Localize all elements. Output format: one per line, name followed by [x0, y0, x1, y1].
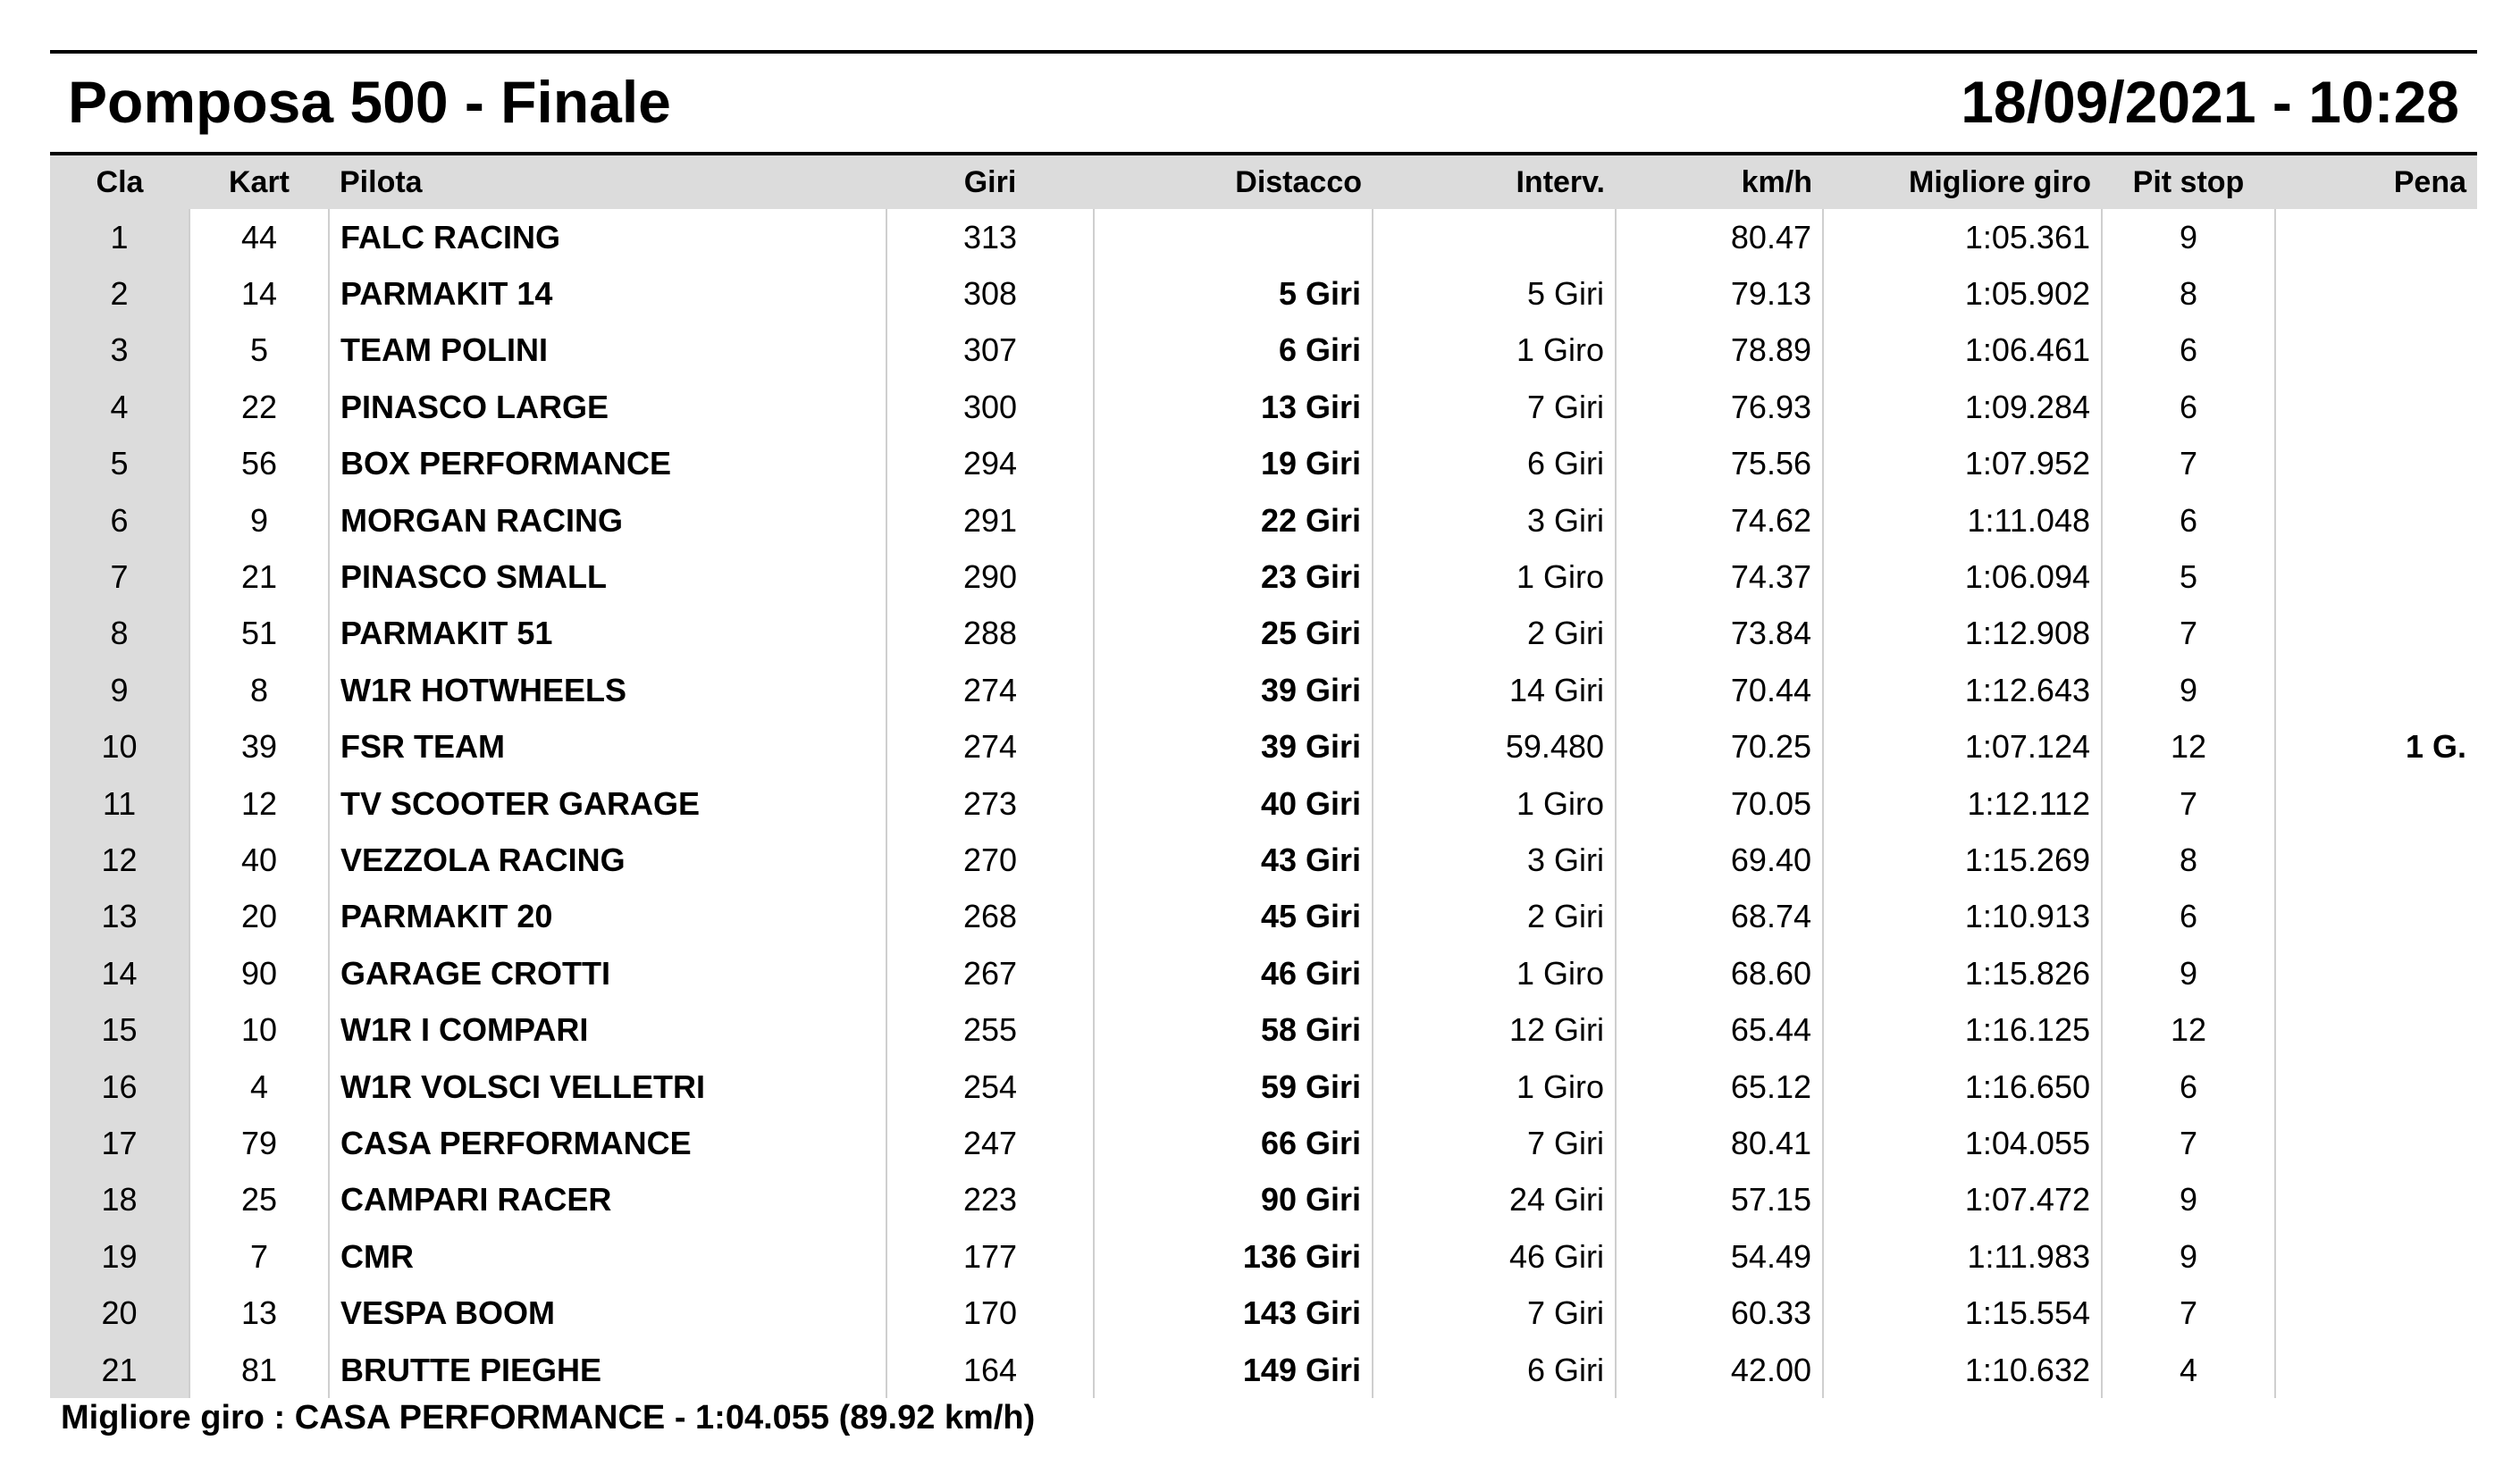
cell-cla: 9 — [50, 662, 189, 718]
col-header-interv: Interv. — [1373, 155, 1616, 209]
cell-kart: 25 — [189, 1172, 329, 1228]
cell-pit-stop: 6 — [2102, 1059, 2275, 1115]
cell-distacco: 5 Giri — [1094, 265, 1373, 322]
cell-pena — [2275, 436, 2477, 492]
cell-cla: 16 — [50, 1059, 189, 1115]
cell-interv: 7 Giri — [1373, 379, 1616, 435]
cell-interv: 24 Giri — [1373, 1172, 1616, 1228]
cell-distacco: 46 Giri — [1094, 945, 1373, 1001]
cell-interv: 5 Giri — [1373, 265, 1616, 322]
cell-pit-stop: 6 — [2102, 379, 2275, 435]
cell-migliore-giro: 1:10.913 — [1823, 889, 2102, 945]
cell-cla: 20 — [50, 1285, 189, 1341]
cell-kart: 8 — [189, 662, 329, 718]
cell-migliore-giro: 1:09.284 — [1823, 379, 2102, 435]
table-row — [50, 1115, 2477, 1171]
cell-distacco — [1094, 209, 1373, 265]
cell-interv — [1373, 209, 1616, 265]
cell-distacco: 22 Giri — [1094, 492, 1373, 549]
cell-pena — [2275, 1001, 2477, 1058]
cell-kmh: 68.60 — [1616, 945, 1823, 1001]
cell-kmh: 70.44 — [1616, 662, 1823, 718]
cell-interv: 7 Giri — [1373, 1285, 1616, 1341]
cell-distacco: 39 Giri — [1094, 719, 1373, 775]
cell-kmh: 80.47 — [1616, 209, 1823, 265]
cell-cla: 4 — [50, 379, 189, 435]
cell-interv: 3 Giri — [1373, 832, 1616, 888]
col-header-kmh: km/h — [1616, 155, 1823, 209]
table-row — [50, 209, 2477, 265]
cell-kart: 12 — [189, 775, 329, 832]
cell-distacco: 149 Giri — [1094, 1342, 1373, 1398]
cell-pit-stop: 9 — [2102, 1172, 2275, 1228]
cell-kmh: 65.12 — [1616, 1059, 1823, 1115]
cell-interv: 59.480 — [1373, 719, 1616, 775]
col-header-pilota: Pilota — [329, 155, 886, 209]
cell-kart: 90 — [189, 945, 329, 1001]
cell-kart: 14 — [189, 265, 329, 322]
cell-migliore-giro: 1:11.983 — [1823, 1228, 2102, 1285]
cell-pena — [2275, 1228, 2477, 1285]
cell-cla: 10 — [50, 719, 189, 775]
cell-interv: 1 Giro — [1373, 322, 1616, 379]
cell-pit-stop: 9 — [2102, 945, 2275, 1001]
cell-pena — [2275, 775, 2477, 832]
table-row — [50, 889, 2477, 945]
cell-kart: 21 — [189, 549, 329, 605]
cell-kmh: 70.25 — [1616, 719, 1823, 775]
cell-pena — [2275, 549, 2477, 605]
cell-pit-stop: 8 — [2102, 832, 2275, 888]
table-row — [50, 606, 2477, 662]
cell-migliore-giro: 1:04.055 — [1823, 1115, 2102, 1171]
cell-kart: 5 — [189, 322, 329, 379]
cell-interv: 2 Giri — [1373, 889, 1616, 945]
cell-cla: 8 — [50, 606, 189, 662]
cell-pit-stop: 7 — [2102, 1115, 2275, 1171]
cell-pena — [2275, 662, 2477, 718]
table-row — [50, 322, 2477, 379]
cell-kmh: 79.13 — [1616, 265, 1823, 322]
cell-giri: 294 — [886, 436, 1094, 492]
cell-kmh: 68.74 — [1616, 889, 1823, 945]
cell-kmh: 73.84 — [1616, 606, 1823, 662]
col-header-migliore-giro: Migliore giro — [1823, 155, 2102, 209]
cell-cla: 15 — [50, 1001, 189, 1058]
cell-pena — [2275, 889, 2477, 945]
cell-pilota: BOX PERFORMANCE — [329, 436, 886, 492]
cell-giri: 223 — [886, 1172, 1094, 1228]
cell-pena: 1 G. — [2405, 728, 2466, 766]
cell-migliore-giro: 1:16.125 — [1823, 1001, 2102, 1058]
cell-pilota: PINASCO SMALL — [329, 549, 886, 605]
cell-cla: 5 — [50, 436, 189, 492]
cell-pilota: BRUTTE PIEGHE — [329, 1342, 886, 1398]
table-row — [50, 265, 2477, 322]
cell-migliore-giro: 1:15.826 — [1823, 945, 2102, 1001]
cell-giri: 274 — [886, 719, 1094, 775]
cell-giri: 164 — [886, 1342, 1094, 1398]
cell-giri: 267 — [886, 945, 1094, 1001]
cell-kart: 10 — [189, 1001, 329, 1058]
cell-cla: 2 — [50, 265, 189, 322]
cell-kart: 13 — [189, 1285, 329, 1341]
cell-pilota: PARMAKIT 14 — [329, 265, 886, 322]
col-header-distacco: Distacco — [1094, 155, 1373, 209]
cell-distacco: 59 Giri — [1094, 1059, 1373, 1115]
cell-interv: 7 Giri — [1373, 1115, 1616, 1171]
cell-giri: 254 — [886, 1059, 1094, 1115]
cell-pit-stop: 5 — [2102, 549, 2275, 605]
cell-kart: 44 — [189, 209, 329, 265]
col-header-cla: Cla — [50, 155, 189, 209]
cell-giri: 308 — [886, 265, 1094, 322]
cell-distacco: 6 Giri — [1094, 322, 1373, 379]
table-row — [50, 1001, 2477, 1058]
table-row — [50, 1172, 2477, 1228]
cell-cla: 1 — [50, 209, 189, 265]
table-row — [50, 379, 2477, 435]
cell-pit-stop: 6 — [2102, 322, 2275, 379]
cell-pena — [2275, 265, 2477, 322]
cell-distacco: 66 Giri — [1094, 1115, 1373, 1171]
table-row — [50, 662, 2477, 718]
cell-interv: 1 Giro — [1373, 549, 1616, 605]
table-row — [50, 832, 2477, 888]
cell-distacco: 39 Giri — [1094, 662, 1373, 718]
cell-kmh: 78.89 — [1616, 322, 1823, 379]
cell-pit-stop: 7 — [2102, 436, 2275, 492]
cell-migliore-giro: 1:05.361 — [1823, 209, 2102, 265]
cell-pena — [2275, 379, 2477, 435]
cell-migliore-giro: 1:16.650 — [1823, 1059, 2102, 1115]
cell-distacco: 13 Giri — [1094, 379, 1373, 435]
table-row — [50, 436, 2477, 492]
cell-kmh: 75.56 — [1616, 436, 1823, 492]
cell-migliore-giro: 1:10.632 — [1823, 1342, 2102, 1398]
cell-migliore-giro: 1:15.554 — [1823, 1285, 2102, 1341]
cell-migliore-giro: 1:12.908 — [1823, 606, 2102, 662]
cell-kart: 40 — [189, 832, 329, 888]
cell-pit-stop: 7 — [2102, 775, 2275, 832]
cell-pit-stop: 6 — [2102, 492, 2275, 549]
cell-kart: 9 — [189, 492, 329, 549]
cell-kart: 7 — [189, 1228, 329, 1285]
best-lap-value: CASA PERFORMANCE - 1:04.055 (89.92 km/h) — [294, 1399, 1036, 1436]
cell-interv: 46 Giri — [1373, 1228, 1616, 1285]
cell-kmh: 65.44 — [1616, 1001, 1823, 1058]
cell-migliore-giro: 1:12.112 — [1823, 775, 2102, 832]
cell-pilota: VESPA BOOM — [329, 1285, 886, 1341]
table-row — [50, 1228, 2477, 1285]
results-sheet — [50, 50, 2477, 1436]
race-datetime: 18/09/2021 - 10:28 — [1961, 69, 2459, 135]
cell-interv: 3 Giri — [1373, 492, 1616, 549]
cell-pilota: TEAM POLINI — [329, 322, 886, 379]
cell-kart: 20 — [189, 889, 329, 945]
results-body — [50, 209, 2477, 1398]
cell-distacco: 136 Giri — [1094, 1228, 1373, 1285]
cell-giri: 288 — [886, 606, 1094, 662]
table-row — [50, 492, 2477, 549]
cell-giri: 291 — [886, 492, 1094, 549]
cell-kart: 81 — [189, 1342, 329, 1398]
cell-cla: 17 — [50, 1115, 189, 1171]
cell-pena — [2275, 492, 2477, 549]
table-row — [50, 1285, 2477, 1341]
cell-distacco: 43 Giri — [1094, 832, 1373, 888]
cell-pena — [2275, 832, 2477, 888]
cell-kmh: 69.40 — [1616, 832, 1823, 888]
cell-pena — [2275, 1285, 2477, 1341]
cell-distacco: 40 Giri — [1094, 775, 1373, 832]
cell-giri: 273 — [886, 775, 1094, 832]
cell-pilota: MORGAN RACING — [329, 492, 886, 549]
col-header-kart: Kart — [189, 155, 329, 209]
cell-giri: 313 — [886, 209, 1094, 265]
best-lap-label: Migliore giro : — [61, 1399, 295, 1436]
cell-pit-stop: 8 — [2102, 265, 2275, 322]
cell-interv: 1 Giro — [1373, 945, 1616, 1001]
cell-distacco: 45 Giri — [1094, 889, 1373, 945]
cell-cla: 18 — [50, 1172, 189, 1228]
cell-kmh: 54.49 — [1616, 1228, 1823, 1285]
cell-pena — [2275, 322, 2477, 379]
cell-distacco: 58 Giri — [1094, 1001, 1373, 1058]
col-header-pit-stop: Pit stop — [2102, 155, 2275, 209]
cell-migliore-giro: 1:06.461 — [1823, 322, 2102, 379]
cell-distacco: 25 Giri — [1094, 606, 1373, 662]
cell-kmh: 76.93 — [1616, 379, 1823, 435]
cell-kmh: 60.33 — [1616, 1285, 1823, 1341]
cell-cla: 11 — [50, 775, 189, 832]
cell-migliore-giro: 1:07.952 — [1823, 436, 2102, 492]
cell-pilota: CMR — [329, 1228, 886, 1285]
cell-pilota: PARMAKIT 51 — [329, 606, 886, 662]
cell-pena — [2275, 1342, 2477, 1398]
cell-kmh: 70.05 — [1616, 775, 1823, 832]
cell-giri: 307 — [886, 322, 1094, 379]
cell-interv: 1 Giro — [1373, 775, 1616, 832]
table-row — [50, 945, 2477, 1001]
cell-distacco: 19 Giri — [1094, 436, 1373, 492]
cell-pilota: FALC RACING — [329, 209, 886, 265]
cell-giri: 177 — [886, 1228, 1094, 1285]
cell-giri: 300 — [886, 379, 1094, 435]
cell-distacco: 23 Giri — [1094, 549, 1373, 605]
col-header-pena: Pena — [2275, 155, 2477, 209]
results-table — [50, 155, 2477, 1398]
cell-pilota: W1R I COMPARI — [329, 1001, 886, 1058]
table-row — [50, 719, 2477, 775]
cell-migliore-giro: 1:07.472 — [1823, 1172, 2102, 1228]
page-title: Pomposa 500 - Finale — [68, 69, 671, 135]
cell-pit-stop: 4 — [2102, 1342, 2275, 1398]
cell-kmh: 74.62 — [1616, 492, 1823, 549]
table-row — [50, 775, 2477, 832]
cell-pit-stop: 9 — [2102, 209, 2275, 265]
col-header-giri: Giri — [886, 155, 1094, 209]
cell-pilota: FSR TEAM — [329, 719, 886, 775]
cell-kart: 4 — [189, 1059, 329, 1115]
cell-pilota: PARMAKIT 20 — [329, 889, 886, 945]
cell-pilota: VEZZOLA RACING — [329, 832, 886, 888]
cell-kmh: 74.37 — [1616, 549, 1823, 605]
cell-pena — [2275, 606, 2477, 662]
cell-cla: 6 — [50, 492, 189, 549]
cell-cla: 14 — [50, 945, 189, 1001]
cell-kmh: 80.41 — [1616, 1115, 1823, 1171]
cell-migliore-giro: 1:07.124 — [1823, 719, 2102, 775]
cell-cla: 3 — [50, 322, 189, 379]
cell-pilota: CAMPARI RACER — [329, 1172, 886, 1228]
cell-giri: 268 — [886, 889, 1094, 945]
cell-cla: 13 — [50, 889, 189, 945]
cell-interv: 1 Giro — [1373, 1059, 1616, 1115]
cell-cla: 19 — [50, 1228, 189, 1285]
cell-kart: 56 — [189, 436, 329, 492]
cell-pilota: W1R VOLSCI VELLETRI — [329, 1059, 886, 1115]
cell-pena — [2275, 209, 2477, 265]
cell-kart: 51 — [189, 606, 329, 662]
cell-kmh: 42.00 — [1616, 1342, 1823, 1398]
table-header-row — [50, 155, 2477, 209]
cell-giri: 290 — [886, 549, 1094, 605]
cell-distacco: 90 Giri — [1094, 1172, 1373, 1228]
table-row — [50, 1342, 2477, 1398]
table-row — [50, 549, 2477, 605]
best-lap-footer — [61, 1399, 1035, 1437]
table-row — [50, 1059, 2477, 1115]
cell-pena — [2275, 1059, 2477, 1115]
cell-pit-stop: 7 — [2102, 606, 2275, 662]
cell-migliore-giro: 1:06.094 — [1823, 549, 2102, 605]
cell-kmh: 57.15 — [1616, 1172, 1823, 1228]
cell-migliore-giro: 1:15.269 — [1823, 832, 2102, 888]
cell-pena — [2275, 1115, 2477, 1171]
cell-pit-stop: 12 — [2102, 1001, 2275, 1058]
cell-cla: 12 — [50, 832, 189, 888]
cell-pilota: TV SCOOTER GARAGE — [329, 775, 886, 832]
cell-interv: 6 Giri — [1373, 436, 1616, 492]
title-bar — [50, 50, 2477, 155]
cell-pilota: PINASCO LARGE — [329, 379, 886, 435]
cell-giri: 255 — [886, 1001, 1094, 1058]
cell-pit-stop: 9 — [2102, 662, 2275, 718]
cell-giri: 270 — [886, 832, 1094, 888]
cell-migliore-giro: 1:12.643 — [1823, 662, 2102, 718]
cell-interv: 6 Giri — [1373, 1342, 1616, 1398]
cell-migliore-giro: 1:05.902 — [1823, 265, 2102, 322]
cell-pilota: CASA PERFORMANCE — [329, 1115, 886, 1171]
cell-giri: 274 — [886, 662, 1094, 718]
cell-kart: 39 — [189, 719, 329, 775]
cell-distacco: 143 Giri — [1094, 1285, 1373, 1341]
cell-pena — [2275, 1172, 2477, 1228]
cell-kart: 79 — [189, 1115, 329, 1171]
cell-pilota: W1R HOTWHEELS — [329, 662, 886, 718]
cell-migliore-giro: 1:11.048 — [1823, 492, 2102, 549]
cell-pit-stop: 6 — [2102, 889, 2275, 945]
cell-pit-stop: 7 — [2102, 1285, 2275, 1341]
cell-interv: 14 Giri — [1373, 662, 1616, 718]
cell-cla: 21 — [50, 1342, 189, 1398]
cell-pit-stop: 12 — [2102, 719, 2275, 775]
cell-giri: 170 — [886, 1285, 1094, 1341]
cell-cla: 7 — [50, 549, 189, 605]
cell-kart: 22 — [189, 379, 329, 435]
cell-pena — [2275, 945, 2477, 1001]
cell-pit-stop: 9 — [2102, 1228, 2275, 1285]
cell-interv: 2 Giri — [1373, 606, 1616, 662]
cell-interv: 12 Giri — [1373, 1001, 1616, 1058]
cell-pilota: GARAGE CROTTI — [329, 945, 886, 1001]
cell-giri: 247 — [886, 1115, 1094, 1171]
